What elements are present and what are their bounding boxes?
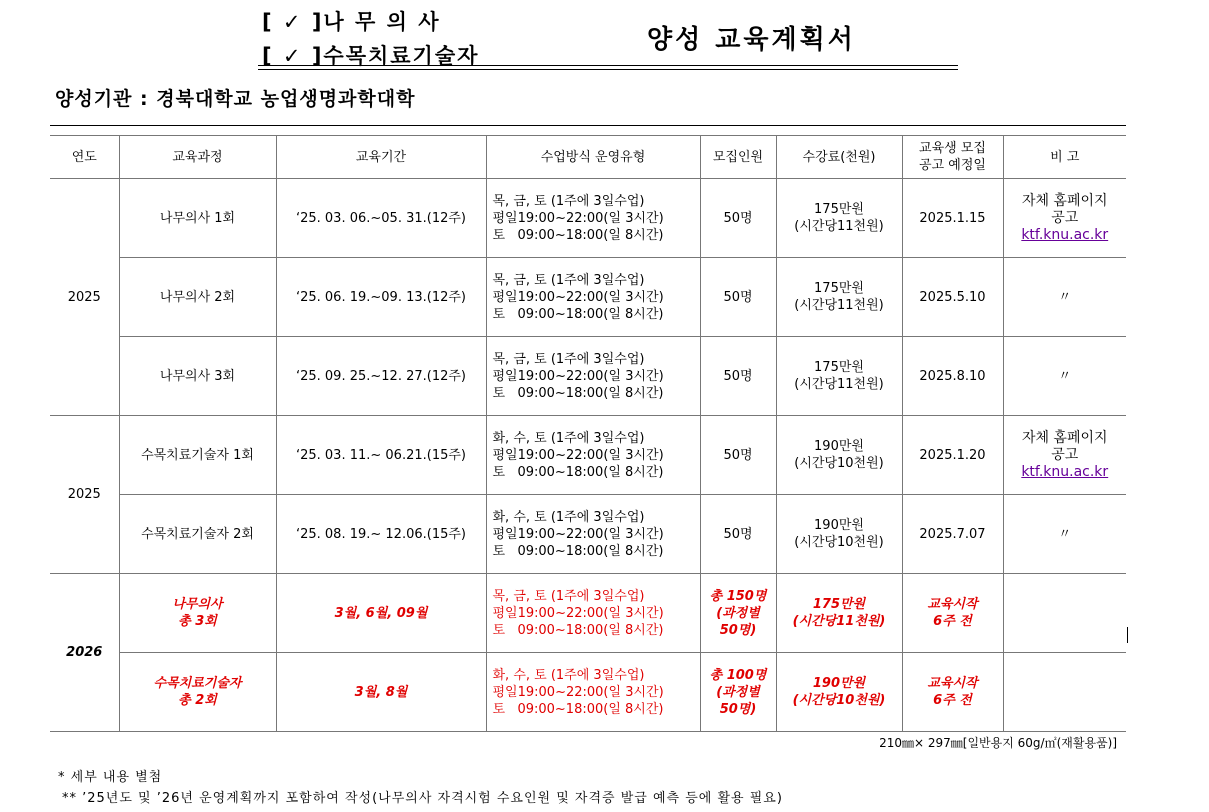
fee-line: 175만원 — [814, 202, 864, 217]
period-cell: ‘25. 09. 25.~12. 27.(12주) — [276, 337, 486, 416]
period-cell: ‘25. 03. 06.~05. 31.(12주) — [276, 179, 486, 258]
header-course: 교육과정 — [119, 136, 276, 179]
capacity-cell — [700, 653, 776, 732]
header-period: 교육기간 — [276, 136, 486, 179]
remark-line: 자체 홈페이지 — [1021, 429, 1108, 446]
notice-date-cell — [902, 416, 1003, 495]
fee-line: 175만원 — [814, 360, 864, 375]
course-line: 나무의사 2회 — [159, 289, 236, 305]
period-cell: ‘25. 06. 19.~09. 13.(12주) — [276, 258, 486, 337]
method-line: 목, 금, 토 (1주에 3일수업) — [492, 588, 645, 604]
header-fee: 수강료(천원) — [776, 136, 902, 179]
fee-line: (시간당10천원) — [792, 693, 886, 708]
fee-cell — [776, 258, 902, 337]
header-notice-line1: 교육생 모집 — [919, 141, 986, 156]
method-line: 목, 금, 토 (1주에 3일수업) — [492, 272, 645, 288]
course-line: 수목치료기술자 — [153, 676, 242, 691]
notice-line: 2025.1.20 — [919, 447, 986, 463]
table-row — [50, 179, 1126, 258]
notice-line: 2025.5.10 — [919, 289, 986, 305]
remark-line: 〃 — [1058, 368, 1072, 384]
remark-line: 공고 — [1051, 209, 1079, 226]
footnote-1: * 세부 내용 별첨 — [58, 770, 163, 785]
fee-line: 175만원 — [812, 597, 866, 612]
notice-line: 6주 전 — [933, 693, 972, 708]
method-line: 화, 수, 토 (1주에 3일수업) — [492, 667, 645, 683]
capacity-line: 50명 — [723, 526, 753, 542]
course-line: 나무의사 — [172, 597, 223, 612]
capacity-line: 50명 — [723, 368, 753, 384]
remark-cell — [1003, 258, 1126, 337]
capacity-cell — [700, 416, 776, 495]
notice-date-cell — [902, 258, 1003, 337]
capacity-line: 50명 — [723, 210, 753, 226]
table-row — [50, 495, 1126, 574]
method-line: 목, 금, 토 (1주에 3일수업) — [492, 193, 645, 209]
header-notice-line2: 공고 예정일 — [919, 158, 986, 173]
course-cell — [119, 337, 276, 416]
notice-line: 2025.8.10 — [919, 368, 986, 384]
fee-line: (시간당11천원) — [794, 298, 884, 313]
fee-cell — [776, 179, 902, 258]
course-line: 나무의사 3회 — [159, 368, 236, 384]
table-row — [50, 337, 1126, 416]
fee-cell — [776, 337, 902, 416]
course-cell — [119, 258, 276, 337]
remark-cell — [1003, 495, 1126, 574]
capacity-line: 50명) — [719, 622, 757, 638]
title-underline — [258, 65, 958, 66]
fee-cell — [776, 574, 902, 653]
check-nurse-doctor: [ ✓ ]나 무 의 사 — [262, 10, 441, 34]
fee-cell — [776, 653, 902, 732]
method-cell — [486, 574, 700, 653]
notice-date-cell — [902, 495, 1003, 574]
method-line: 화, 수, 토 (1주에 3일수업) — [492, 430, 645, 446]
fee-cell — [776, 416, 902, 495]
year-cell: 2026 — [50, 574, 119, 732]
capacity-cell — [700, 179, 776, 258]
fee-line: (시간당10천원) — [794, 456, 884, 471]
method-line: 평일19:00~22:00(일 3시간) — [492, 368, 664, 384]
year-cell: 2025 — [50, 179, 119, 416]
homepage-link[interactable]: ktf.knu.ac.kr — [1021, 226, 1109, 243]
method-line: 토 09:00~18:00(일 8시간) — [492, 385, 664, 401]
fee-line: (시간당11천원) — [794, 219, 884, 234]
course-line: 총 3회 — [178, 614, 217, 629]
remark-cell — [1003, 179, 1126, 258]
table-row — [50, 416, 1126, 495]
capacity-line: 50명 — [723, 447, 753, 463]
title-underline-2 — [258, 69, 958, 70]
method-line: 평일19:00~22:00(일 3시간) — [492, 447, 664, 463]
header-capacity: 모집인원 — [700, 136, 776, 179]
capacity-line: (과정별 — [716, 684, 760, 700]
notice-line: 2025.7.07 — [919, 526, 986, 542]
method-line: 평일19:00~22:00(일 3시간) — [492, 605, 664, 621]
remark-line: 자체 홈페이지 — [1021, 192, 1108, 209]
remark-line: 〃 — [1058, 526, 1072, 542]
notice-date-cell — [902, 653, 1003, 732]
capacity-cell — [700, 258, 776, 337]
method-line: 토 09:00~18:00(일 8시간) — [492, 227, 664, 243]
capacity-line: 총 150명 — [709, 588, 767, 604]
course-cell — [119, 495, 276, 574]
capacity-line: (과정별 — [716, 605, 760, 621]
method-cell — [486, 653, 700, 732]
paper-spec: 210㎜× 297㎜[일반용지 60g/㎡(재활용품)] — [879, 736, 1117, 750]
table-row — [50, 574, 1126, 653]
check-tree-technician: [ ✓ ]수목치료기술자 — [262, 44, 480, 68]
course-line: 나무의사 1회 — [159, 210, 236, 226]
notice-line: 교육시작 — [927, 676, 978, 691]
capacity-cell — [700, 337, 776, 416]
notice-date-cell — [902, 574, 1003, 653]
remark-cell — [1003, 416, 1126, 495]
course-cell — [119, 574, 276, 653]
method-line: 평일19:00~22:00(일 3시간) — [492, 210, 664, 226]
course-line: 수목치료기술자 1회 — [141, 447, 254, 463]
notice-line: 교육시작 — [927, 597, 978, 612]
text-cursor — [1127, 627, 1128, 643]
homepage-link[interactable]: ktf.knu.ac.kr — [1021, 463, 1109, 480]
method-line: 평일19:00~22:00(일 3시간) — [492, 526, 664, 542]
header-method: 수업방식 운영유형 — [486, 136, 700, 179]
notice-date-cell — [902, 337, 1003, 416]
fee-line: 190만원 — [814, 439, 864, 454]
fee-line: 190만원 — [812, 676, 866, 691]
remark-line: 공고 — [1051, 446, 1079, 463]
course-line: 수목치료기술자 2회 — [141, 526, 254, 542]
fee-line: (시간당11천원) — [794, 377, 884, 392]
method-line: 화, 수, 토 (1주에 3일수업) — [492, 509, 645, 525]
fee-line: 190만원 — [814, 518, 864, 533]
table-body — [50, 179, 1126, 732]
method-line: 토 09:00~18:00(일 8시간) — [492, 464, 664, 480]
year-cell: 2025 — [50, 416, 119, 574]
header-year: 연도 — [50, 136, 119, 179]
capacity-line: 총 100명 — [709, 667, 767, 683]
method-cell — [486, 495, 700, 574]
fee-cell — [776, 495, 902, 574]
period-cell: ‘25. 08. 19.~ 12.06.(15주) — [276, 495, 486, 574]
notice-line: 6주 전 — [933, 614, 972, 629]
remark-cell — [1003, 337, 1126, 416]
header-notice — [902, 136, 1003, 179]
method-line: 토 09:00~18:00(일 8시간) — [492, 622, 664, 638]
remark-cell — [1003, 574, 1126, 653]
fee-line: (시간당11천원) — [792, 614, 886, 629]
course-line: 총 2회 — [178, 693, 217, 708]
header-remark: 비 고 — [1003, 136, 1126, 179]
period-cell: ‘25. 03. 11.~ 06.21.(15주) — [276, 416, 486, 495]
notice-date-cell — [902, 179, 1003, 258]
course-cell — [119, 653, 276, 732]
plan-table — [50, 135, 1126, 732]
method-cell — [486, 416, 700, 495]
method-line: 토 09:00~18:00(일 8시간) — [492, 543, 664, 559]
capacity-line: 50명) — [719, 701, 757, 717]
method-cell — [486, 337, 700, 416]
period-cell: 3월, 6월, 09월 — [276, 574, 486, 653]
notice-line: 2025.1.15 — [919, 210, 986, 226]
document-title: 양성 교육계획서 — [647, 25, 856, 55]
method-line: 토 09:00~18:00(일 8시간) — [492, 306, 664, 322]
method-line: 토 09:00~18:00(일 8시간) — [492, 701, 664, 717]
course-cell — [119, 416, 276, 495]
remark-line: 〃 — [1058, 289, 1072, 305]
footnote-2: ** ’25년도 및 ’26년 운영계획까지 포함하여 작성(나무의사 자격시험 수요인원 및 자격증 발급 예측 등에 활용 필요) — [62, 791, 783, 806]
method-cell — [486, 258, 700, 337]
table-row — [50, 653, 1126, 732]
method-line: 목, 금, 토 (1주에 3일수업) — [492, 351, 645, 367]
fee-line: (시간당10천원) — [794, 535, 884, 550]
method-cell — [486, 179, 700, 258]
method-line: 평일19:00~22:00(일 3시간) — [492, 684, 664, 700]
table-top-rule — [50, 125, 1126, 126]
remark-cell — [1003, 653, 1126, 732]
capacity-line: 50명 — [723, 289, 753, 305]
institution-line: 양성기관 : 경북대학교 농업생명과학대학 — [55, 88, 416, 110]
fee-line: 175만원 — [814, 281, 864, 296]
table-row — [50, 258, 1126, 337]
capacity-cell — [700, 574, 776, 653]
method-line: 평일19:00~22:00(일 3시간) — [492, 289, 664, 305]
capacity-cell — [700, 495, 776, 574]
course-cell — [119, 179, 276, 258]
header-row — [50, 136, 1126, 179]
period-cell: 3월, 8월 — [276, 653, 486, 732]
